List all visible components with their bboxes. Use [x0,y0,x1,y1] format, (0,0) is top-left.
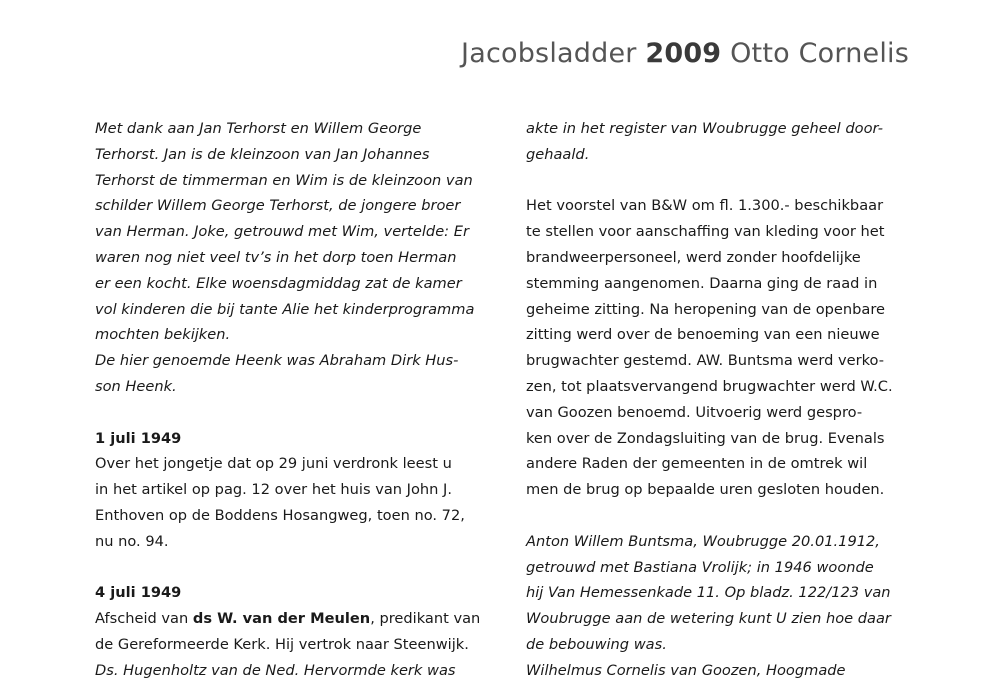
text-line: Anton Willem Buntsma, Woubrugge 20.01.1912, [526,532,880,550]
entry-4-juli-1949 [95,580,485,683]
text-line: Ds. Hugenholtz van de Ned. Hervormde kerk was [95,661,456,679]
text-line: Enthoven op de Boddens Hosangweg, toen no. 72, [95,506,465,524]
text-line: in het artikel op pag. 12 over het huis van John J. [95,481,452,499]
entry-1-juli-1949 [95,426,485,555]
text-line: brandweerpersoneel, werd zonder hoofdelijke [526,248,861,266]
text-line: son Heenk. [95,377,177,395]
spacer [95,400,485,426]
text-line: nu no. 94. [95,532,169,550]
text-line: men de brug op bepaalde uren gesloten houden. [526,481,885,499]
intro-paragraph [95,116,485,400]
text-line: Het voorstel van B&W om fl. 1.300.- beschikbaar [526,197,884,215]
text-fragment: , predikant van [370,610,481,628]
entry-date: 1 juli 1949 [95,429,182,447]
text-line: Terhorst de timmerman en Wim is de kleinzoon van [95,171,473,189]
page-header [461,38,909,69]
text-line: hij Van Hemessenkade 11. Op bladz. 122/123 van [526,584,891,602]
text-line: De hier genoemde Heenk was Abraham Dirk Hus- [95,352,459,370]
text-line: Woubrugge aan de wetering kunt U zien hoe daar [526,610,891,628]
text-line: van Goozen benoemd. Uitvoerig werd gespro- [526,403,863,421]
text-line: getrouwd met Bastiana Vrolijk; in 1946 woonde [526,558,874,576]
text-line: andere Raden der gemeenten in de omtrek wil [526,455,868,473]
text-line: Met dank aan Jan Terhorst en Willem George [95,120,422,137]
text-line: Wilhelmus Cornelis van Goozen, Hoogmade [526,661,846,679]
spacer [95,555,485,581]
text-line: schilder Willem George Terhorst, de jongere broer [95,197,461,215]
text-line: Over het jongetje dat op 29 juni verdronk leest u [95,455,452,473]
text-fragment: Afscheid van [95,610,193,628]
council-paragraph [526,193,906,503]
right-column [526,116,906,684]
italic-note-bottom [526,529,906,684]
text-line: de bebouwing was. [526,635,667,653]
header-title-part1: Jacobsladder [461,38,646,69]
text-line: Terhorst. Jan is de kleinzoon van Jan Johannes [95,145,430,163]
header-year: 2009 [645,38,722,69]
text-line: stemming aangenomen. Daarna ging de raad in [526,274,878,292]
text-line: brugwachter gestemd. AW. Buntsma werd verko- [526,352,884,370]
text-line: van Herman. Joke, getrouwd met Wim, vertelde: Er [95,223,469,241]
italic-note-top [526,116,906,168]
text-line: er een kocht. Elke woensdagmiddag zat de kamer [95,274,462,292]
spacer [526,503,906,529]
person-name: ds W. van der Meulen [192,610,371,628]
text-line: de Gereformeerde Kerk. Hij vertrok naar Steenwijk. [95,635,469,653]
text-line [95,606,485,632]
text-line: ken over de Zondagsluiting van de brug. Evenals [526,429,885,447]
spacer [526,168,906,194]
text-line: te stellen voor aanschaffing van kleding voor het [526,223,885,241]
header-title-part2: Otto Cornelis [721,38,909,69]
text-line: mochten bekijken. [95,326,231,344]
entry-date: 4 juli 1949 [95,584,182,602]
text-line: gehaald. [526,145,590,163]
text-line: waren nog niet veel tv’s in het dorp toen Herman [95,248,457,266]
text-line: vol kinderen die bij tante Alie het kinderprogramma [95,300,475,318]
text-line: zitting werd over de benoeming van een nieuwe [526,326,880,344]
text-line: zen, tot plaatsvervangend brugwachter werd W.C. [526,377,893,395]
text-line: geheime zitting. Na heropening van de openbare [526,300,886,318]
left-column [95,116,485,684]
text-line: akte in het register van Woubrugge geheel door- [526,120,883,137]
